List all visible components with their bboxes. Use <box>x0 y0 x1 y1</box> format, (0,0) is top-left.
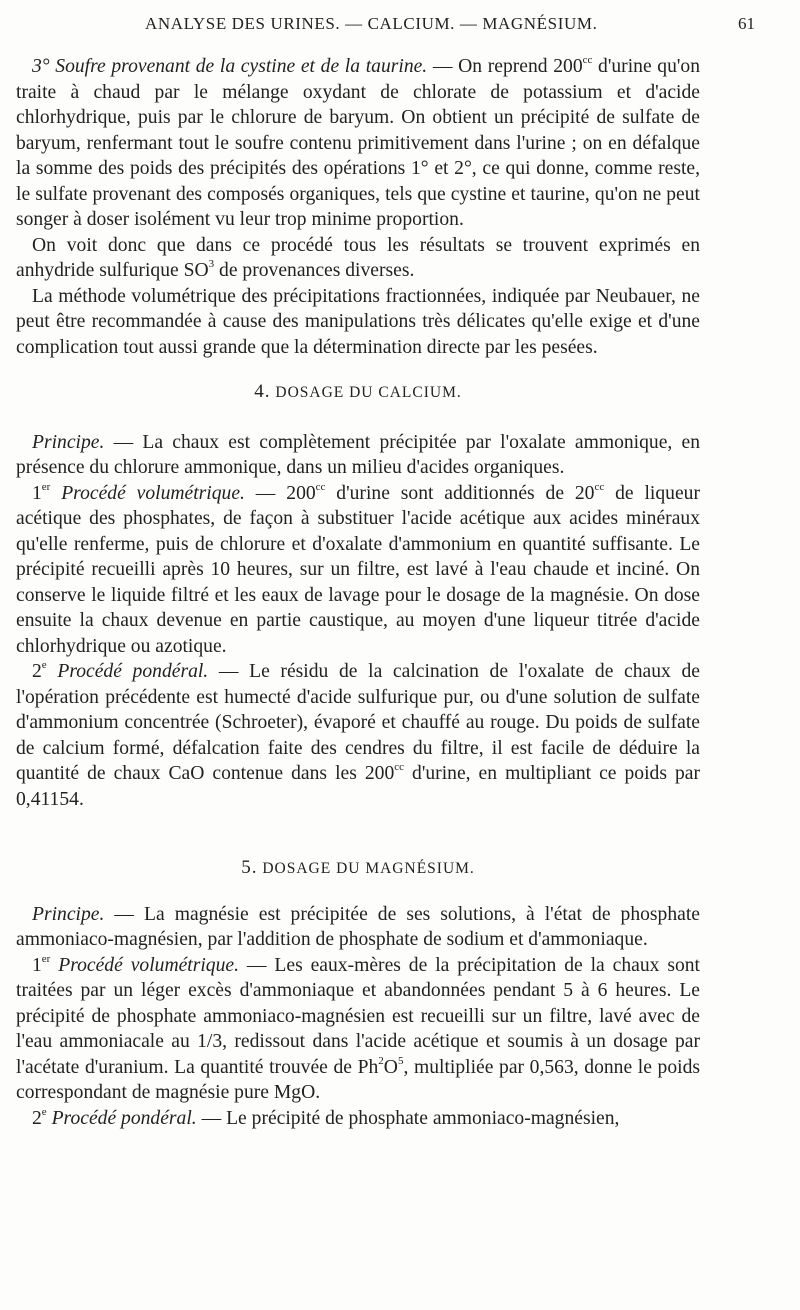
paragraph-label: Procédé pondéral. <box>46 661 209 682</box>
paragraph-calcium-ponderal: 2e Procédé pondéral. — Le résidu de la calcination de l'oxalate de chaux de l'opération précédente est humecté d'acide sulfurique pur, ou d'une solution de sulfate d'ammonium concentrée (Schroeter), évaporé et chauffé au rouge. Du poids de sulfate de calcium formé, défalcation faite des cendres du filtre, il est facile de déduire la quantité de chaux CaO contenue dans les $200^{cc}$ d'urine, en multipliant ce poids par 0,41154. <box>16 659 701 810</box>
paragraph-calcium-volumetrique: 1er Procédé volumétrique. — $200^{cc}$ d'urine sont additionnés de $20^{cc}$ de liqueur acétique des phosphates, de façon à substituer l'acide acétique aux acides minéraux qu'elle renferme, puis de chlorure et d'oxalate d'ammonium en quantité suffisante. Le précipité recueilli après 10 heures, sur un filtre, est lavé à l'eau chaude et inciné. On conserve le liquide filtré et les eaux de lavage pour le dosage de la magnésie. On dose ensuite la chaux devenue en partie caustique, au moyen d'une liqueur titrée d'acide chlorhydrique ou azotique. <box>16 480 700 657</box>
paragraph-magnesium-principe: Principe. — La magnésie est précipitée de ses solutions, à l'état de phosphate ammoniaco-magnésien, par l'addition de phosphate de sodium et d'ammoniaque. <box>16 903 700 950</box>
paragraph-label: Procédé volumétrique. <box>50 954 239 976</box>
section-title-magnesium: 5. DOSAGE DU MAGNÉSIUM. <box>241 857 475 878</box>
section-title-calcium: 4. DOSAGE DU CALCIUM. <box>254 381 462 402</box>
page-number: 61 <box>738 14 755 33</box>
paragraph-label: Procédé volumétrique. <box>50 482 245 504</box>
paragraph-magnesium-volumetrique: 1er Procédé volumétrique. — Les eaux-mères de la précipitation de la chaux sont traitées par un léger excès d'ammoniaque et abandonnées pendant 5 à 6 heures. Le précipité de phosphate ammoniaco-magnésien est recueilli sur un filtre, lavé avec de l'eau ammoniacale au 1/3, redissout dans l'acide acétique et soumis à un dosage par l'acétate d'uranium. La quantité trouvée de $Ph^2O^5$, multipliée par 0,563, donne le poids correspondant de magnésie pure MgO. <box>16 952 700 1103</box>
running-head: ANALYSE DES URINES. — CALCIUM. — MAGNÉSIUM. <box>145 14 598 33</box>
paragraph-soufre-cystine: 3° Soufre provenant de la cystine et de la taurine. — On reprend $200^{cc}$ d'urine qu'on traite à chaud par le mélange oxydant de chlorate de potassium et d'acide chlorhydrique, puis par le chlorure de baryum. On obtient un précipité de sulfate de baryum, renfermant tout le soufre contenu primitivement dans l'urine ; on en défalque la somme des poids des précipités des opérations 1° et 2°, ce qui donne, comme reste, le sulfate provenant des composés organiques, tels que cystine et taurine, qu'on ne peut songer à doser isolément vu leur trop minime proportion. <box>16 54 701 230</box>
paragraph-magnesium-ponderal: 2e Procédé pondéral. — Le précipité de phosphate ammoniaco-magnésien, <box>32 1105 620 1129</box>
body-text <box>16 54 700 1131</box>
paragraph-calcium-principe: Principe. — La chaux est complètement précipitée par l'oxalate ammonique, en présence du chlorure ammonique, dans un milieu d'acides organiques. <box>16 431 700 478</box>
paragraph-so3-summary: On voit donc que dans ce procédé tous les résultats se trouvent exprimés en anhydride sulfurique $SO^3$ de provenances diverses. <box>16 234 700 281</box>
paragraph-label: Procédé pondéral. <box>46 1107 197 1129</box>
paragraph-label: Principe. <box>32 903 105 925</box>
paragraph-label: Principe. <box>32 431 105 453</box>
paragraph-label: 3° Soufre provenant de la cystine et de la taurine. <box>32 56 428 77</box>
paragraph-neubauer-method: La méthode volumétrique des précipitations fractionnées, indiquée par Neubauer, ne peut être recommandée à cause des manipulations très délicates qu'elle exige et d'une complication tout aussi grande que la détermination directe par les pesées. <box>16 285 700 358</box>
